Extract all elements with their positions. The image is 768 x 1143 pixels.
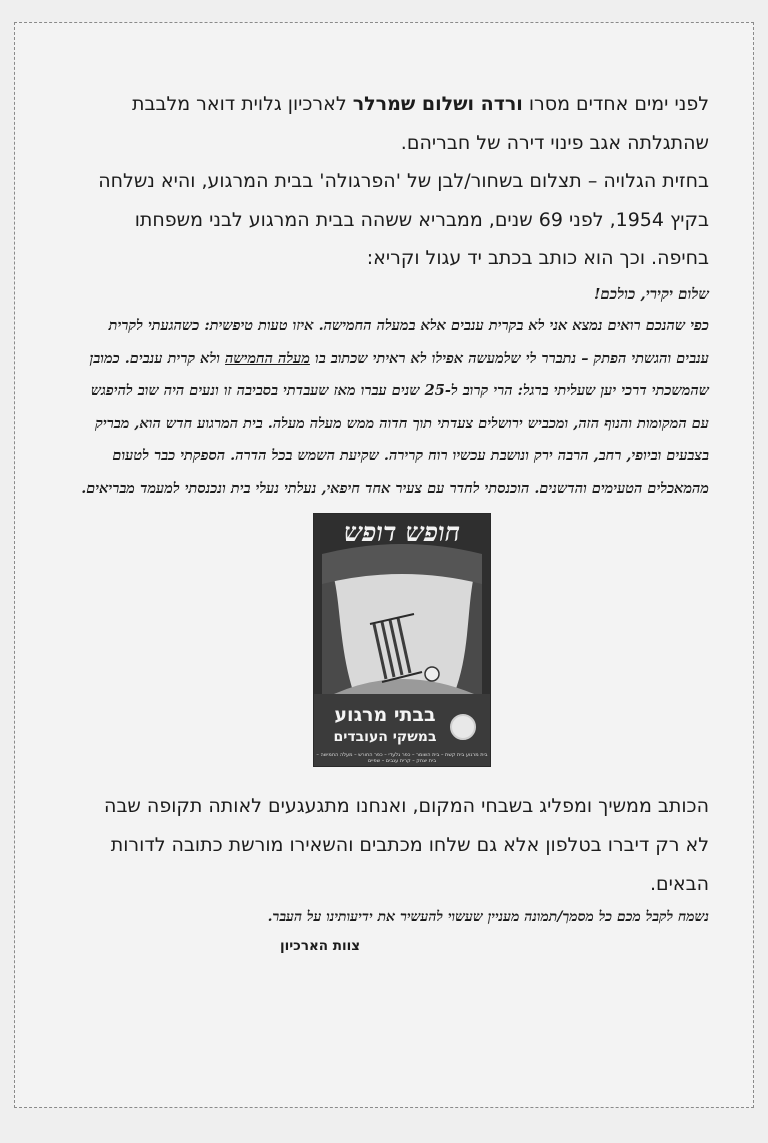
letter-greeting: שלום יקירי, כולכם! bbox=[593, 284, 709, 303]
intro-text-2: לארכיון גלוית דואר מלבבת שהתגלתה אגב פינוי דירה של חבריהם. bbox=[131, 93, 709, 154]
letter-body-2: ולא קרית ענבים. כמובן שהמשכתי דרכי יען שעליתי ברגל: הרי קרוב ל-25 שנים עברו מאז שעבדתי בסביבה זו ונעים היה שוב להיפגש עם המקומות והנוף הזה, ומכביש ירושלים צעדתי תוך חדוה ממש מעלה מעלה. בית המרגוע חדש הוא, מבריק בצבעים וביופי, רחב, הרבה ירק ונושבת עכשיו רוח קרירה. שקיעת השמש בכל הדרה. הספקתי כבר לטעום מהמאכלים הטעימים והדשנים. הוכנסתי לחדר עם צעיר אחד חיפאי, נעלתי נעלי בית ונכנסתי למעמד מבריאים. bbox=[81, 349, 709, 497]
letter-quote bbox=[81, 278, 709, 506]
postcard-image-area bbox=[81, 513, 709, 763]
intro-text-1: לפני ימים אחדים מסרו bbox=[522, 93, 709, 115]
donor-names: ורדה ושלום שמרלר bbox=[352, 93, 523, 115]
closing-request: נשמח לקבל מכם כל מסמך/תמונה מעניין שעשוי להעשיר את ידיעותינו על העבר. bbox=[267, 909, 709, 925]
document-page bbox=[14, 22, 754, 1108]
document-content bbox=[81, 85, 709, 954]
outro-paragraph: הכותב ממשיך ומפליג בשבחי המקום, ואנחנו מתגעגעים לאותה תקופה שבה לא רק דיברו בטלפון אלא גם שלחו מכתבים והשאירו מורשת כתובה לדורות הבאים. bbox=[104, 795, 709, 895]
letter-underlined-place: מעלה החמישה bbox=[225, 349, 310, 367]
postcard-slogan-line-2: במשקי העובדים bbox=[333, 729, 437, 745]
letter-body-1: כפי שהנכם רואים נמצא אני לא בקרית ענבים אלא במעלה החמישה. איזו טעות טיפשית: כשהגעתי לקרית ענבים והגשתי הפתק – נתברר לי שלמעשה אפילו לא ראיתי שכתוב בו bbox=[108, 317, 709, 367]
postcard-title: חופש דופש bbox=[343, 518, 461, 548]
signature: צוות הארכיון bbox=[279, 938, 361, 954]
postcard-image bbox=[313, 513, 491, 767]
letter-body bbox=[81, 310, 709, 505]
postcard-emblem-icon bbox=[450, 714, 476, 740]
postcard-caption: בית מרגוע בית קשת – בית השומר – כפר גלעדי – כפר החורש – מעלה החמישה – בית יצחק – קרית ענבים – שפיים bbox=[316, 752, 488, 764]
postcard-slogan bbox=[320, 704, 450, 748]
postcard-description: בחזית הגלויה – תצלום בשחור/לבן של 'הפרגולה' בבית המרגוע, והיא נשלחה בקיץ 1954, לפני 69 שנים, ממבריא ששהה בבית המרגוע לבני משפחתו בחיפה. וכך הוא כותב בכתב יד עגול וקריא: bbox=[98, 170, 709, 269]
postcard-slogan-line-1: בבתי מרגוע bbox=[334, 704, 436, 726]
intro-paragraph bbox=[81, 85, 709, 162]
